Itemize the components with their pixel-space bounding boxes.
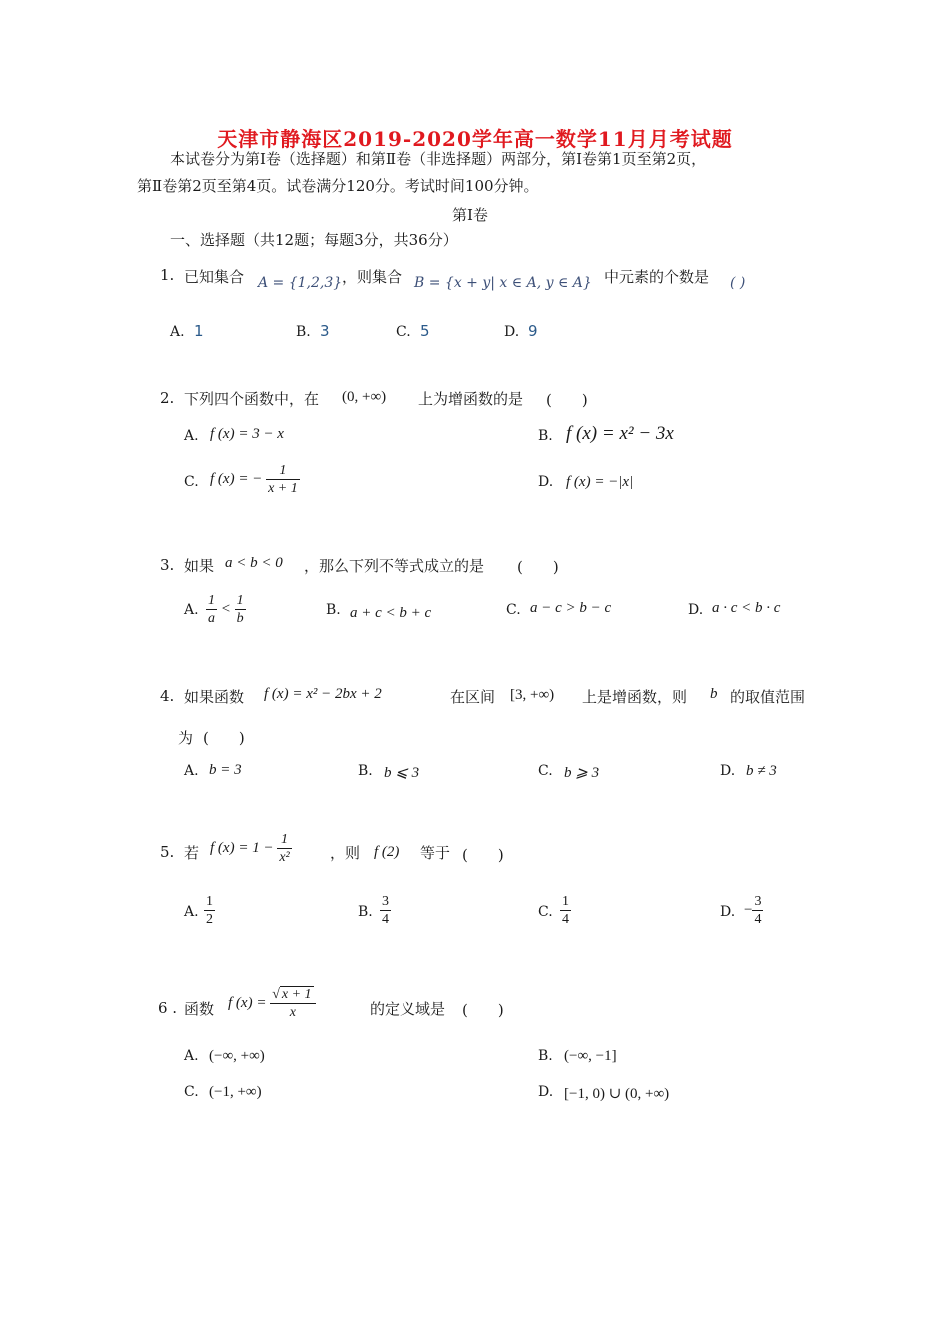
denominator: x (289, 1005, 296, 1020)
option-d-label: D. (504, 324, 520, 340)
intro-line-1: 本试卷分为第Ⅰ卷（选择题）和第Ⅱ卷（非选择题）两部分，第Ⅰ卷第1页至第2页， (170, 150, 707, 168)
denominator: 4 (562, 912, 569, 927)
numerator: 1 (208, 593, 215, 608)
question-text: ，则 (330, 844, 361, 862)
option-a-label: A. (184, 602, 199, 618)
fraction (277, 831, 291, 866)
relation: < (220, 600, 231, 617)
option-b-label: B. (358, 763, 373, 779)
set-b-expression: B = {x + y| x ∈ A, y ∈ A} (414, 275, 592, 291)
option-a-value (204, 893, 215, 928)
question-text: 上为增函数的是 (418, 390, 524, 408)
numerator: 1 (266, 462, 300, 480)
option-b-value: f (x) = x² − 3x (566, 423, 674, 444)
question-text: 上是增函数，则 (582, 688, 688, 706)
option-a-label: A. (184, 428, 199, 444)
option-b-value: 3 (320, 322, 330, 340)
option-d-label: D. (688, 602, 704, 618)
sqrt-radicand: x + 1 (281, 987, 312, 1002)
question-text: 在区间 (450, 688, 496, 706)
interval: (0, +∞) (342, 389, 387, 405)
option-d-value: b ≠ 3 (746, 763, 777, 779)
question-number: 4. (160, 687, 175, 705)
fraction (270, 986, 315, 1021)
question-text: 下列四个函数中，在 (184, 390, 320, 408)
fraction (266, 462, 300, 497)
option-d-value: [−1, 0) ∪ (0, +∞) (564, 1086, 670, 1102)
exam-title: 天津市静海区2019-2020学年高一数学11月月考试题 (217, 127, 733, 151)
question-number: 1. (160, 266, 175, 284)
option-d-value: a · c < b · c (712, 600, 781, 616)
option-c-value: (−1, +∞) (209, 1084, 262, 1100)
question-text: 的定义域是 (370, 1000, 446, 1018)
option-b-label: B. (538, 428, 553, 444)
option-c-label: C. (396, 324, 411, 340)
answer-paren: ( ) (730, 275, 746, 291)
answer-paren: ( ) (203, 729, 245, 747)
fraction (206, 592, 217, 627)
fraction (204, 893, 215, 928)
question-number: 5. (160, 843, 175, 861)
denominator: 4 (754, 912, 762, 927)
denominator: a (208, 611, 215, 626)
numerator: 1 (562, 894, 569, 909)
function-expression (210, 831, 292, 866)
numerator: √ x + 1 (270, 986, 315, 1004)
option-c-value: b ⩾ 3 (564, 765, 600, 781)
option-b-label: B. (538, 1048, 553, 1064)
fraction (235, 592, 246, 627)
intro-line-2: 第Ⅱ卷第2页至第4页。试卷满分120分。考试时间100分钟。 (137, 177, 539, 195)
option-b-value: b ⩽ 3 (384, 765, 420, 781)
option-d-value (744, 893, 763, 928)
denominator: x + 1 (268, 481, 298, 496)
option-c-value: a − c > b − c (530, 600, 612, 616)
function-prefix: f (x) = 1 − (210, 839, 274, 856)
question-text: 为 (178, 729, 194, 747)
function-call: f (2) (374, 844, 400, 860)
question-text: 中元素的个数是 (604, 268, 710, 286)
function-expression: f (x) = x² − 2bx + 2 (264, 686, 382, 702)
option-b-label: B. (296, 324, 311, 340)
question-number: 6 . (158, 999, 178, 1017)
numerator: 1 (277, 831, 291, 849)
question-text: ，那么下列不等式成立的是 (304, 557, 485, 575)
option-d-label: D. (538, 1084, 554, 1100)
question-text: 的取值范围 (730, 688, 806, 706)
function-prefix: f (x) = (228, 994, 267, 1011)
option-b-label: B. (326, 602, 341, 618)
answer-paren: ( ) (546, 391, 588, 409)
question-text: ，则集合 (342, 268, 403, 286)
interval: [3, +∞) (510, 687, 555, 703)
denominator: b (236, 611, 244, 626)
option-c-value (210, 462, 300, 497)
option-c-value (560, 893, 571, 928)
answer-paren: ( ) (462, 1001, 504, 1019)
condition: a < b < 0 (225, 555, 283, 571)
question-text: 等于 (420, 844, 451, 862)
option-c-label: C. (538, 904, 553, 920)
part-heading: 第Ⅰ卷 (452, 206, 488, 224)
option-b-label: B. (358, 904, 373, 920)
option-a-value: f (x) = 3 − x (210, 426, 284, 442)
denominator: 4 (382, 912, 389, 927)
option-d-value: 9 (528, 322, 538, 340)
numerator: 3 (382, 894, 389, 909)
question-text: 函数 (184, 1000, 215, 1018)
option-c-value: 5 (420, 322, 430, 340)
question-number: 3. (160, 556, 175, 574)
option-a-label: A. (184, 1048, 199, 1064)
denominator: x² (279, 850, 290, 865)
answer-paren: ( ) (517, 558, 559, 576)
option-a-value: (−∞, +∞) (209, 1048, 265, 1064)
option-a-value (206, 592, 246, 627)
section-heading: 一、选择题（共12题；每题3分，共36分） (170, 231, 458, 249)
option-c-label: C. (184, 1084, 199, 1100)
fraction (380, 893, 391, 928)
option-a-label: A. (184, 904, 199, 920)
numerator: 1 (236, 593, 244, 608)
denominator: 2 (206, 912, 213, 927)
function-expression (228, 986, 316, 1021)
option-b-value: (−∞, −1] (564, 1048, 617, 1064)
fraction (752, 893, 763, 928)
numerator: 1 (206, 894, 213, 909)
option-a-value: b = 3 (209, 762, 242, 778)
question-number: 2. (160, 389, 175, 407)
sign: − (744, 901, 753, 918)
question-text: 已知集合 (184, 268, 245, 286)
option-a-value: 1 (194, 322, 204, 340)
option-c-label: C. (506, 602, 521, 618)
option-d-label: D. (720, 904, 736, 920)
answer-paren: ( ) (462, 846, 504, 864)
fraction (560, 893, 571, 928)
option-d-label: D. (538, 474, 554, 490)
set-a-expression: A = {1,2,3} (258, 275, 343, 291)
question-text: 如果 (184, 557, 215, 575)
option-c-label: C. (184, 474, 199, 490)
variable: b (710, 686, 718, 702)
option-a-label: A. (170, 324, 185, 340)
option-d-label: D. (720, 763, 736, 779)
function-prefix: f (x) = − (210, 470, 263, 487)
option-c-label: C. (538, 763, 553, 779)
option-b-value (380, 893, 391, 928)
option-a-label: A. (184, 763, 199, 779)
question-text: 如果函数 (184, 688, 245, 706)
option-d-value: f (x) = −|x| (566, 474, 634, 490)
question-text: 若 (184, 844, 200, 862)
numerator: 3 (754, 894, 762, 909)
option-b-value: a + c < b + c (350, 605, 432, 621)
